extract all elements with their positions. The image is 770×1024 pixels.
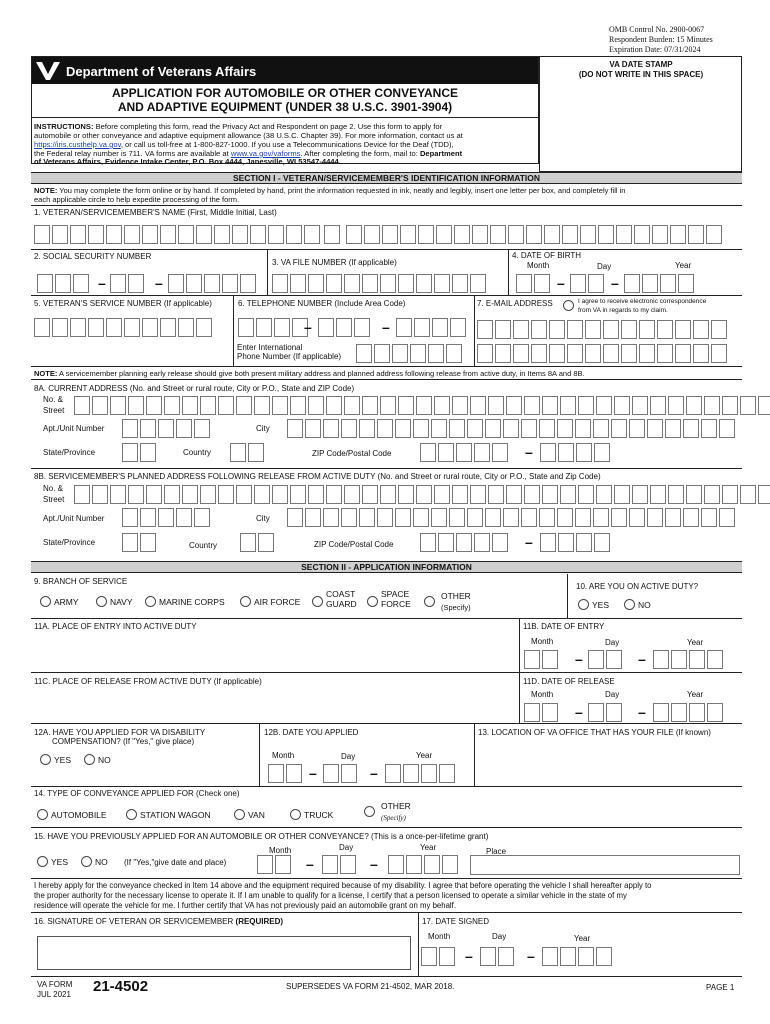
conveyance-truck-radio[interactable]: TRUCK: [290, 809, 333, 820]
branch-marine-radio[interactable]: MARINE CORPS: [145, 596, 225, 607]
applied-month-boxes[interactable]: [268, 764, 302, 783]
section1-note-line1: NOTE: You may complete the form online or by hand. If completed by hand, print the information requested in ink, neatly and legibly, insert one letter per box, and completely fill in: [34, 186, 626, 195]
field16-label: 16. SIGNATURE OF VETERAN OR SERVICEMEMBER (REQUIRED): [34, 917, 284, 926]
prev-year-boxes[interactable]: [388, 855, 458, 874]
section1-note-line2: each applicable circle to help expedite processing of the form.: [34, 195, 240, 204]
rule: [31, 723, 742, 724]
8b-apt-label: Apt./Unit Number: [43, 514, 105, 523]
rule: [31, 786, 742, 787]
email-consent-text1: I agree to receive electronic correspondence: [578, 298, 707, 305]
8b-no-label: No. &: [43, 484, 64, 493]
8a-no-label: No. &: [43, 395, 64, 404]
8a-street-label: Street: [43, 406, 65, 415]
8b-state-label: State/Province: [43, 538, 96, 547]
dash: –: [370, 765, 378, 781]
ssn-part2[interactable]: [110, 274, 144, 293]
conveyance-automobile-radio[interactable]: AUTOMOBILE: [37, 809, 107, 820]
dash: –: [304, 319, 312, 335]
dash: –: [306, 856, 314, 872]
rule: [31, 366, 742, 367]
prev-place-label: Place: [486, 847, 507, 856]
rule: [31, 249, 742, 250]
dash: –: [525, 534, 533, 550]
prev-place-input[interactable]: [470, 855, 740, 875]
conveyance-specify-label: (Specify): [381, 814, 406, 822]
rule: [31, 827, 742, 828]
applied-month-label: Month: [272, 751, 295, 760]
disability-yes-radio[interactable]: YES: [40, 754, 71, 765]
vaforms-link[interactable]: www.va.gov/vaforms: [230, 149, 301, 158]
entry-month-boxes[interactable]: [524, 650, 558, 669]
va-seal-icon: [35, 60, 61, 82]
branch-airforce-radio[interactable]: AIR FORCE: [240, 596, 300, 607]
dash: –: [638, 651, 646, 667]
email-boxes-row1[interactable]: [477, 320, 727, 339]
field3-label: 3. VA FILE NUMBER (If applicable): [272, 258, 397, 267]
field8a-label: 8A. CURRENT ADDRESS (No. and Street or rural route, City or P.O., State and ZIP Code): [34, 384, 355, 393]
applied-day-label: Day: [341, 752, 356, 761]
last-name-boxes[interactable]: [346, 225, 722, 244]
signed-day-label: Day: [492, 932, 507, 941]
instructions-line2: automobile or other conveyance and adaptive equipment allowance (38 U.S.C. Chapter 39). For more information, contact us at: [34, 131, 463, 140]
8b-country-boxes[interactable]: [240, 533, 274, 552]
dash: –: [382, 319, 390, 335]
note-early-release: NOTE: A servicemember planning early release should give both present military address and planned address following release from active duty, in Items 8A and 8B.: [34, 369, 585, 378]
field11d-label: 11D. DATE OF RELEASE: [523, 677, 615, 686]
rule: [267, 249, 268, 295]
8a-city-boxes[interactable]: [287, 419, 735, 438]
branch-specify-label: (Specify): [441, 603, 471, 612]
rule: [474, 295, 475, 366]
dob-day-boxes[interactable]: [570, 274, 604, 293]
active-duty-yes-radio[interactable]: YES: [578, 599, 609, 610]
form-title-line1: APPLICATION FOR AUTOMOBILE OR OTHER CONVEYANCE: [111, 86, 459, 100]
field11a-label: 11A. PLACE OF ENTRY INTO ACTIVE DUTY: [34, 622, 197, 631]
certification-line3: residence will operate the vehicle for me. I further certify that VA has not previously paid an automobile grant on my behalf.: [34, 901, 456, 910]
field10-label: 10. ARE YOU ON ACTIVE DUTY?: [576, 582, 699, 591]
field8b-label: 8B. SERVICEMEMBER'S PLANNED ADDRESS FOLLOWING RELEASE FROM ACTIVE DUTY (No. and Street or rural route, City or P.O., State and Zip Code): [34, 472, 601, 481]
rule: [259, 723, 260, 786]
dash: –: [98, 275, 106, 291]
stamp-title: VA DATE STAMP: [609, 60, 673, 69]
signed-month-label: Month: [428, 932, 451, 941]
field12a-label1: 12A. HAVE YOU APPLIED FOR VA DISABILITY: [34, 728, 206, 737]
omb-control: OMB Control No. 2900-0067: [609, 25, 705, 34]
8a-zip-label: ZIP Code/Postal Code: [312, 449, 392, 458]
release-day-label: Day: [605, 690, 620, 699]
rule: [474, 723, 475, 786]
8b-zip4-boxes[interactable]: [540, 533, 610, 552]
field15-label: 15. HAVE YOU PREVIOUSLY APPLIED FOR AN AUTOMOBILE OR OTHER CONVEYANCE? (This is a once-per-lifetime grant): [34, 832, 489, 841]
certification-line1: I hereby apply for the conveyance checked in Item 14 above and the equipment required because of my disability. I agree that before operating the vehicle I shall hereafter apply to: [34, 881, 652, 890]
prev-applied-no-radio[interactable]: NO: [81, 856, 108, 867]
signed-month-boxes[interactable]: [421, 947, 455, 966]
phone-area-code[interactable]: [238, 318, 308, 337]
dash: –: [309, 765, 317, 781]
form-title-line2: AND ADAPTIVE EQUIPMENT (UNDER 38 U.S.C. 3901-3904): [117, 100, 453, 114]
prev-month-boxes[interactable]: [257, 855, 291, 874]
prev-applied-yes-radio[interactable]: YES: [37, 856, 68, 867]
instructions-line3: https://iris.custhelp.va.gov, or call us toll-free at 1-800-827-1000. If you use a Telecommunications Device for the Deaf (TDD),: [34, 140, 454, 149]
release-year-boxes[interactable]: [653, 703, 723, 722]
rule: [31, 295, 742, 296]
applied-year-boxes[interactable]: [385, 764, 455, 783]
ssn-part3[interactable]: [168, 274, 256, 293]
stamp-note: (DO NOT WRITE IN THIS SPACE): [578, 70, 704, 79]
dash: –: [575, 651, 583, 667]
field17-label: 17. DATE SIGNED: [422, 917, 489, 926]
footer-form-number: 21-4502: [93, 978, 149, 995]
entry-day-boxes[interactable]: [588, 650, 622, 669]
branch-other-radio[interactable]: [424, 596, 435, 607]
instructions-line1: INSTRUCTIONS: Before completing this form, read the Privacy Act and Respondent on page 2. Use this form to apply for: [34, 122, 443, 131]
release-month-boxes[interactable]: [524, 703, 558, 722]
field9-label: 9. BRANCH OF SERVICE: [34, 577, 128, 586]
prev-year-label: Year: [420, 843, 437, 852]
8a-apt-label: Apt./Unit Number: [43, 424, 105, 433]
omb-expiration: Expiration Date: 07/31/2024: [609, 45, 701, 54]
coast-guard-line2: GUARD: [326, 599, 357, 609]
footer-date: JUL 2021: [37, 990, 71, 999]
intl-phone-boxes[interactable]: [356, 344, 462, 363]
field12b-label: 12B. DATE YOU APPLIED: [264, 728, 359, 737]
field11c-label: 11C. PLACE OF RELEASE FROM ACTIVE DUTY (If applicable): [34, 677, 262, 686]
dob-year-boxes[interactable]: [624, 274, 694, 293]
8a-state-boxes[interactable]: [122, 443, 156, 462]
release-month-label: Month: [531, 690, 554, 699]
prev-day-boxes[interactable]: [322, 855, 356, 874]
rule: [31, 976, 742, 977]
branch-army-radio[interactable]: ARMY: [40, 596, 79, 607]
field13-label: 13. LOCATION OF VA OFFICE THAT HAS YOUR FILE (If known): [478, 728, 711, 737]
conveyance-other-label: OTHER: [381, 801, 411, 811]
branch-spaceforce-radio[interactable]: [367, 596, 378, 607]
dash: –: [527, 948, 535, 964]
field5-label: 5. VETERAN'S SERVICE NUMBER (If applicable): [34, 299, 212, 308]
dash: –: [611, 275, 619, 291]
email-boxes-row2[interactable]: [477, 344, 727, 363]
service-number-boxes[interactable]: [34, 318, 212, 337]
email-consent-radio[interactable]: [563, 300, 574, 311]
agency-name: Department of Veterans Affairs: [66, 64, 257, 79]
applied-year-label: Year: [416, 751, 433, 760]
disability-no-radio[interactable]: NO: [84, 754, 111, 765]
prev-day-label: Day: [339, 843, 354, 852]
rule: [31, 379, 742, 380]
dob-month-boxes[interactable]: [516, 274, 550, 293]
entry-year-label: Year: [687, 638, 704, 647]
rule: [233, 295, 234, 366]
rule: [567, 574, 568, 618]
entry-month-label: Month: [531, 637, 554, 646]
8a-street-boxes[interactable]: [74, 396, 770, 415]
8a-zip-boxes[interactable]: [420, 443, 508, 462]
dob-day-label: Day: [597, 262, 612, 271]
coast-guard-line1: COAST: [326, 589, 356, 599]
8b-city-boxes[interactable]: [287, 508, 735, 527]
signature-input[interactable]: [37, 936, 411, 970]
conveyance-other-radio[interactable]: [364, 806, 375, 817]
field11b-label: 11B. DATE OF ENTRY: [523, 622, 605, 631]
dob-month-label: Month: [527, 261, 550, 270]
signed-day-boxes[interactable]: [480, 947, 514, 966]
active-duty-no-radio[interactable]: NO: [624, 599, 651, 610]
8a-state-label: State/Province: [43, 448, 96, 457]
8b-city-label: City: [256, 514, 270, 523]
dash: –: [465, 948, 473, 964]
entry-year-boxes[interactable]: [653, 650, 723, 669]
instructions-line5: of Veterans Affairs, Evidence Intake Center, P.O. Box 4444, Janesville, WI 53547-4444.: [34, 157, 341, 166]
8b-street-label: Street: [43, 495, 65, 504]
8a-zip4-boxes[interactable]: [540, 443, 610, 462]
dash: –: [370, 856, 378, 872]
rule: [508, 249, 509, 295]
rule: [31, 468, 742, 469]
footer-supersedes: SUPERSEDES VA FORM 21-4502, MAR 2018.: [286, 982, 455, 991]
8a-country-label: Country: [183, 448, 212, 457]
field2-label: 2. SOCIAL SECURITY NUMBER: [34, 252, 152, 261]
field7-label: 7. E-MAIL ADDRESS: [477, 299, 553, 308]
space-force-line2: FORCE: [381, 599, 411, 609]
ssn-part1[interactable]: [37, 274, 89, 293]
8a-apt-boxes[interactable]: [122, 419, 210, 438]
intl-phone-label1: Enter International: [237, 343, 303, 352]
email-consent-text2: from VA in regards to my claim.: [578, 307, 668, 314]
conveyance-wagon-radio[interactable]: STATION WAGON: [126, 809, 211, 820]
dash: –: [557, 275, 565, 291]
dash: –: [155, 275, 163, 291]
rule: [31, 205, 742, 206]
section1-header: SECTION I - VETERAN/SERVICEMEMBER'S IDENTIFICATION INFORMATION: [31, 172, 742, 184]
branch-coastguard-radio[interactable]: [312, 596, 323, 607]
branch-navy-radio[interactable]: NAVY: [96, 596, 133, 607]
signed-year-boxes[interactable]: [542, 947, 612, 966]
section2-header: SECTION II - APPLICATION INFORMATION: [31, 561, 742, 573]
va-file-number-boxes[interactable]: [272, 274, 486, 293]
footer-va-form: VA FORM: [37, 980, 73, 989]
8b-country-label: Country: [189, 541, 218, 550]
rule: [31, 117, 539, 118]
instructions-line4: the Federal relay number is 711. VA forms are available at www.va.gov/vaforms. After completing the form, mail to: Department: [34, 149, 463, 158]
8a-city-label: City: [256, 424, 270, 433]
rule: [519, 618, 520, 723]
entry-day-label: Day: [605, 638, 620, 647]
field12a-label2: COMPENSATION? (If "Yes," give place): [52, 737, 195, 746]
dash: –: [638, 704, 646, 720]
space-force-line1: SPACE: [381, 589, 410, 599]
iris-link[interactable]: https://iris.custhelp.va.gov: [34, 140, 121, 149]
field14-label: 14. TYPE OF CONVEYANCE APPLIED FOR (Check one): [34, 789, 240, 798]
field4-label: 4. DATE OF BIRTH: [512, 251, 582, 260]
field1-label: 1. VETERAN/SERVICEMEMBER'S NAME (First, Middle Initial, Last): [34, 208, 277, 217]
middle-initial-box[interactable]: [324, 225, 340, 244]
phone-prefix[interactable]: [318, 318, 370, 337]
rule: [31, 878, 742, 879]
release-day-boxes[interactable]: [588, 703, 622, 722]
dob-year-label: Year: [675, 261, 692, 270]
certification-line2: the proper authority for the necessary license to operate it. If I am unable to qualify for a license, I certify that a person licensed to operate a similar vehicle in the state of my: [34, 891, 627, 900]
rule: [31, 912, 742, 913]
dash: –: [575, 704, 583, 720]
conveyance-van-radio[interactable]: VAN: [234, 809, 265, 820]
release-year-label: Year: [687, 690, 704, 699]
8b-state-boxes[interactable]: [122, 533, 156, 552]
applied-day-boxes[interactable]: [323, 764, 357, 783]
rule: [31, 618, 742, 619]
footer-page: PAGE 1: [706, 983, 735, 992]
field6-label: 6. TELEPHONE NUMBER (Include Area Code): [238, 299, 406, 308]
8b-apt-boxes[interactable]: [122, 508, 210, 527]
phone-line[interactable]: [396, 318, 466, 337]
8a-country-boxes[interactable]: [230, 443, 264, 462]
dash: –: [525, 444, 533, 460]
rule: [418, 912, 419, 976]
prev-month-label: Month: [269, 846, 292, 855]
intl-phone-label2: Phone Number (If applicable): [237, 352, 342, 361]
first-name-boxes[interactable]: [34, 225, 320, 244]
rule: [31, 672, 742, 673]
signed-year-label: Year: [574, 934, 591, 943]
8b-zip-label: ZIP Code/Postal Code: [314, 540, 394, 549]
omb-burden: Respondent Burden: 15 Minutes: [609, 35, 713, 44]
8b-zip-boxes[interactable]: [420, 533, 508, 552]
prev-ifyes-label: (If "Yes,"give date and place): [124, 858, 227, 867]
8b-street-boxes[interactable]: [74, 485, 770, 504]
branch-other-label: OTHER: [441, 591, 471, 601]
